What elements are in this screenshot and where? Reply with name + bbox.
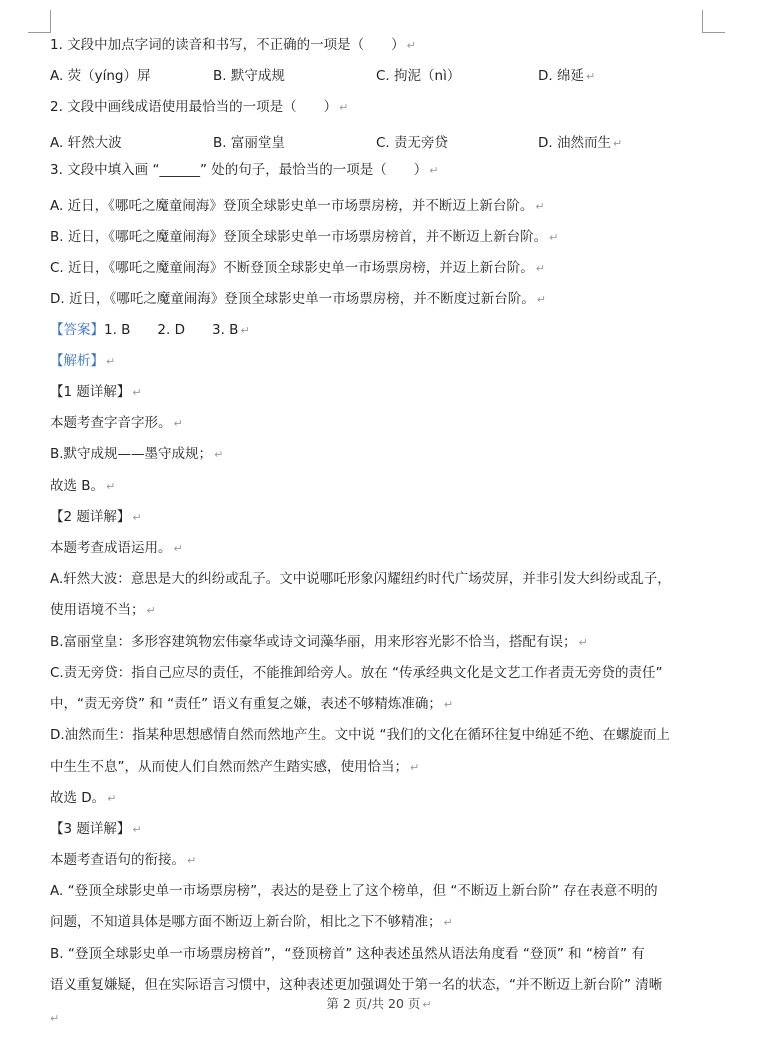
question-1-option-c: C. 拘泥（nì） bbox=[376, 68, 461, 84]
body-line: 【1 题详解】 ↵ bbox=[50, 384, 142, 400]
answer-tag: 【答案】 bbox=[50, 322, 104, 338]
question-3-option-d: D. 近日，《哪吒之魔童闹海》登顶全球影史单一市场票房榜，并不断度过新台阶。 ↵ bbox=[50, 291, 546, 307]
question-2-stem: 2. 文段中画线成语使用最恰当的一项是（ ） ↵ bbox=[50, 99, 349, 115]
body-line: 本题考查成语运用。 ↵ bbox=[50, 540, 183, 556]
question-3-option-c: C. 近日，《哪吒之魔童闹海》不断登顶全球影史单一市场票房榜，并迈上新台阶。 ↵ bbox=[50, 260, 545, 276]
body-line: 本题考查语句的衔接。 ↵ bbox=[50, 852, 197, 868]
body-line: C.责无旁贷：指自己应尽的责任，不能推卸给旁人。放在 “传承经典文化是文艺工作者责无旁贷的责任” bbox=[50, 665, 663, 681]
body-line: 本题考查字音字形。 ↵ bbox=[50, 415, 183, 431]
body-line: 故选 D。 ↵ bbox=[50, 790, 117, 806]
question-2-option-b: B. 富丽堂皇 bbox=[213, 135, 285, 151]
body-line: A. “登顶全球影史单一市场票房榜”，表达的是登上了这个榜单，但 “不断迈上新台阶” 存在表意不明的 bbox=[50, 883, 658, 899]
page-number-footer: 第 2 页/共 20 页 ↵ bbox=[326, 996, 432, 1011]
answer-text: 1. B 2. D 3. B bbox=[104, 322, 239, 338]
paragraph-mark-icon: ↵ bbox=[50, 1012, 60, 1025]
body-line: B.默守成规——墨守成规； ↵ bbox=[50, 446, 224, 462]
body-line: 【2 题详解】 ↵ bbox=[50, 509, 142, 525]
question-1-option-a: A. 荧（yíng）屏 bbox=[50, 68, 151, 84]
question-3-option-b: B. 近日，《哪吒之魔童闹海》登顶全球影史单一市场票房榜首，并不断迈上新台阶。 ↵ bbox=[50, 229, 559, 245]
body-line: D.油然而生：指某种思想感情自然而然地产生。文中说 “我们的文化在循环往复中绵延不绝、在螺旋而上 bbox=[50, 727, 670, 743]
body-line: 中，“责无旁贷” 和 “责任” 语义有重复之嫌，表述不够精炼准确； ↵ bbox=[50, 696, 454, 712]
question-1-option-d: D. 绵延 ↵ bbox=[538, 68, 596, 84]
question-2-option-a: A. 轩然大波 bbox=[50, 135, 122, 151]
body-line: B.富丽堂皇：多形容建筑物宏伟豪华或诗文词藻华丽，用来形容光影不恰当，搭配有误； ↵ bbox=[50, 634, 588, 650]
body-line: 使用语境不当； ↵ bbox=[50, 602, 156, 618]
question-2-option-c: C. 责无旁贷 bbox=[376, 135, 449, 151]
body-line: 【3 题详解】 ↵ bbox=[50, 821, 142, 837]
body-line: B. “登顶全球影史单一市场票房榜首”，“登顶榜首” 这种表述虽然从语法角度看 “登顶” 和 “榜首” 有 bbox=[50, 946, 645, 962]
body-line: 中生生不息”，从而使人们自然而然产生踏实感，使用恰当； ↵ bbox=[50, 759, 420, 775]
question-3-option-a: A. 近日，《哪吒之魔童闹海》登顶全球影史单一市场票房榜，并不断迈上新台阶。 ↵ bbox=[50, 198, 545, 214]
question-3-stem: 3. 文段中填入画 “______” 处的句子，最恰当的一项是（ ） ↵ bbox=[50, 162, 439, 178]
body-line: 语义重复嫌疑，但在实际语言习惯中，这种表述更加强调处于第一名的状态，“并不断迈上新台阶” 清晰 bbox=[50, 977, 663, 993]
analysis-heading: 【解析】 ↵ bbox=[50, 353, 116, 369]
question-2-option-d: D. 油然而生 ↵ bbox=[538, 135, 623, 151]
body-line: A.轩然大波：意思是大的纠纷或乱子。文中说哪吒形象闪耀纽约时代广场荧屏，并非引发大纠纷或乱子， bbox=[50, 571, 671, 587]
question-1-stem: 1. 文段中加点字词的读音和书写，不正确的一项是（ ） ↵ bbox=[50, 37, 416, 53]
answer-line: 【答案】1. B 2. D 3. B ↵ bbox=[50, 322, 250, 338]
question-1-option-b: B. 默守成规 bbox=[213, 68, 285, 84]
page-corner-mark-top-right bbox=[702, 10, 725, 33]
page-corner-mark-top-left bbox=[28, 10, 51, 33]
body-line: 问题，不知道具体是哪方面不断迈上新台阶，相比之下不够精准； ↵ bbox=[50, 914, 453, 930]
body-line: 故选 B。 ↵ bbox=[50, 478, 116, 494]
